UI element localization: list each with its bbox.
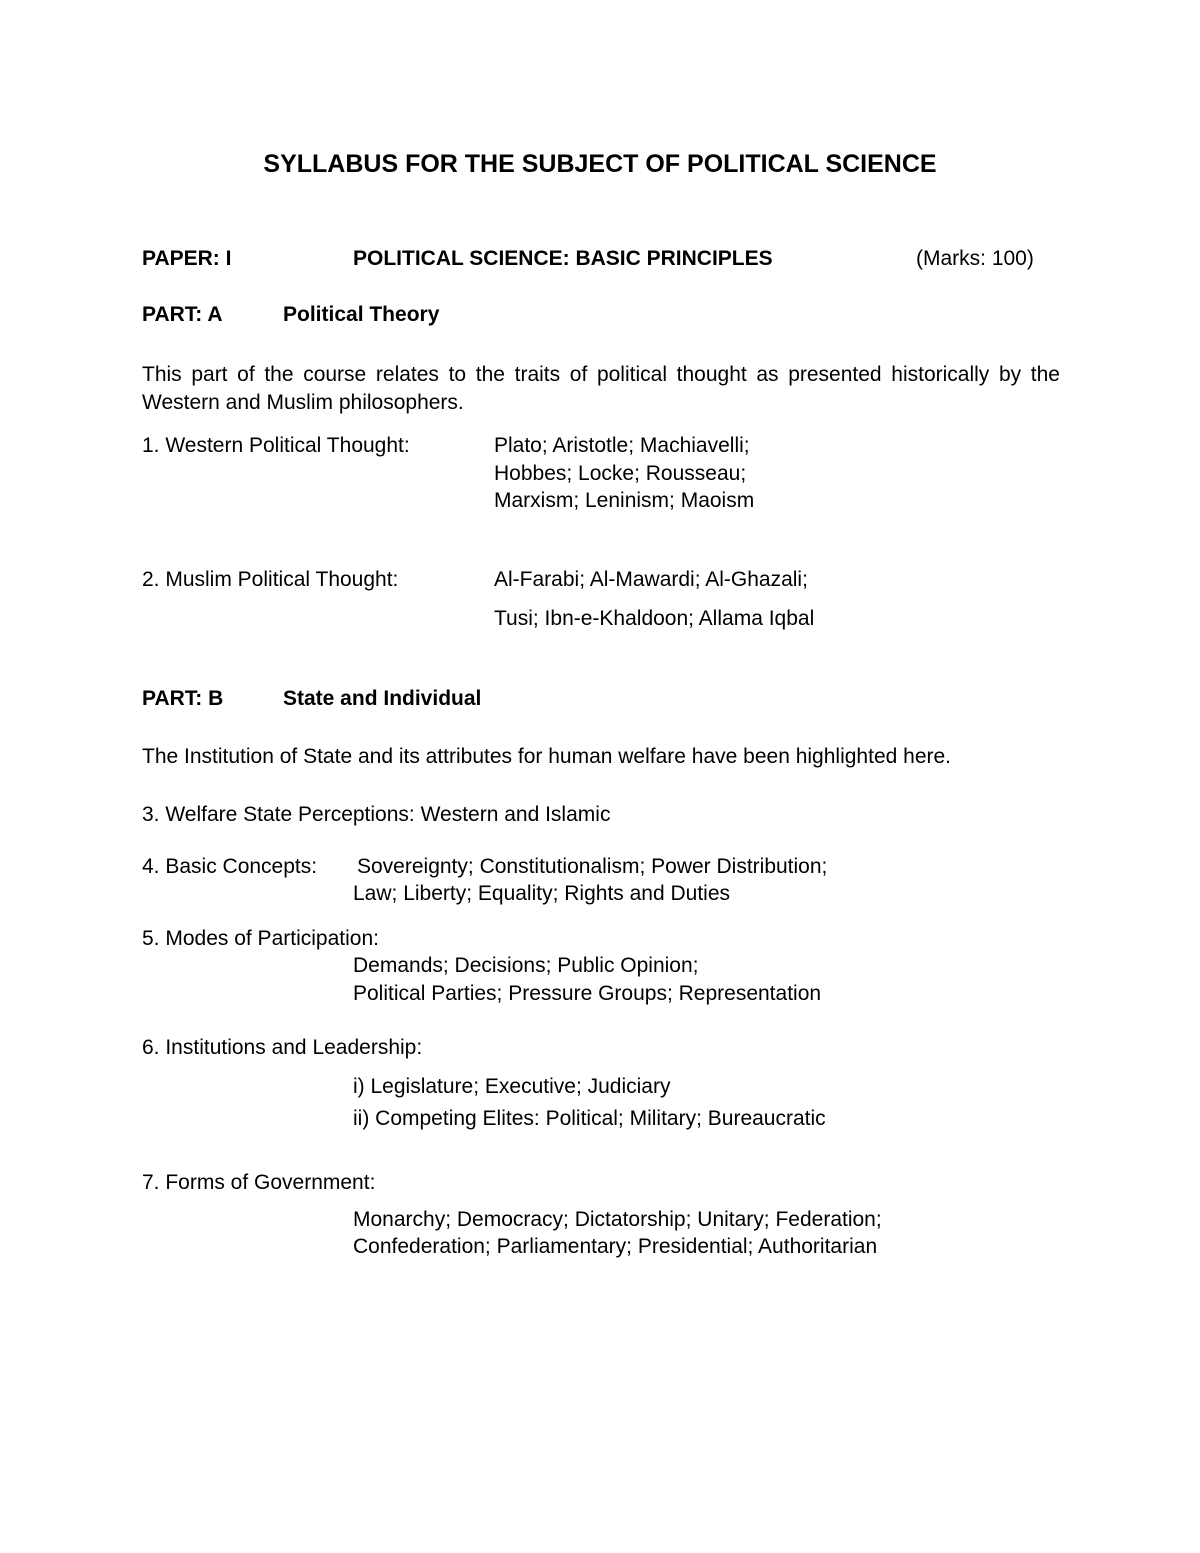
page-title: SYLLABUS FOR THE SUBJECT OF POLITICAL SCIENCE: [263, 150, 937, 178]
item-5-line-1: Demands; Decisions; Public Opinion;: [353, 954, 699, 977]
item-2-label: 2. Muslim Political Thought:: [142, 568, 399, 591]
item-6-label: 6. Institutions and Leadership:: [142, 1036, 423, 1059]
item-7-line-1: Monarchy; Democracy; Dictatorship; Unitary; Federation;: [353, 1208, 882, 1231]
item-2-line-1: Al-Farabi; Al-Mawardi; Al-Ghazali;: [494, 568, 808, 591]
item-4-line-2: Law; Liberty; Equality; Rights and Duties: [353, 882, 731, 905]
paper-marks: (Marks: 100): [916, 247, 1034, 270]
item-2-line-2: Tusi; Ibn-e-Khaldoon; Allama Iqbal: [494, 607, 815, 630]
item-7-label: 7. Forms of Government:: [142, 1171, 376, 1194]
part-b-intro: The Institution of State and its attributes for human welfare have been highlighted here.: [142, 745, 952, 768]
item-7-line-2: Confederation; Parliamentary; Presidential; Authoritarian: [353, 1235, 878, 1258]
item-4-line-1: Sovereignty; Constitutionalism; Power Distribution;: [357, 855, 828, 878]
item-6-line-1: i) Legislature; Executive; Judiciary: [353, 1075, 671, 1098]
paper-name: POLITICAL SCIENCE: BASIC PRINCIPLES: [353, 247, 773, 270]
item-1-line-1: Plato; Aristotle; Machiavelli;: [494, 434, 750, 457]
item-5-label: 5. Modes of Participation:: [142, 927, 379, 950]
part-b-title: State and Individual: [283, 687, 482, 710]
part-b-label: PART: B: [142, 687, 224, 710]
item-4-label: 4. Basic Concepts:: [142, 855, 318, 878]
item-6-line-2: ii) Competing Elites: Political; Military; Bureaucratic: [353, 1107, 826, 1130]
paper-label: PAPER: I: [142, 247, 232, 270]
part-a-label: PART: A: [142, 303, 223, 326]
item-1-line-3: Marxism; Leninism; Maoism: [494, 489, 755, 512]
part-a-title: Political Theory: [283, 303, 440, 326]
part-a-intro: This part of the course relates to the traits of political thought as presented historically by the Western and Muslim philosophers.: [142, 363, 1060, 414]
item-1-line-2: Hobbes; Locke; Rousseau;: [494, 462, 747, 485]
item-3-label: 3. Welfare State Perceptions: Western and Islamic: [142, 803, 611, 826]
item-1-label: 1. Western Political Thought:: [142, 434, 410, 457]
item-5-line-2: Political Parties; Pressure Groups; Representation: [353, 982, 822, 1005]
